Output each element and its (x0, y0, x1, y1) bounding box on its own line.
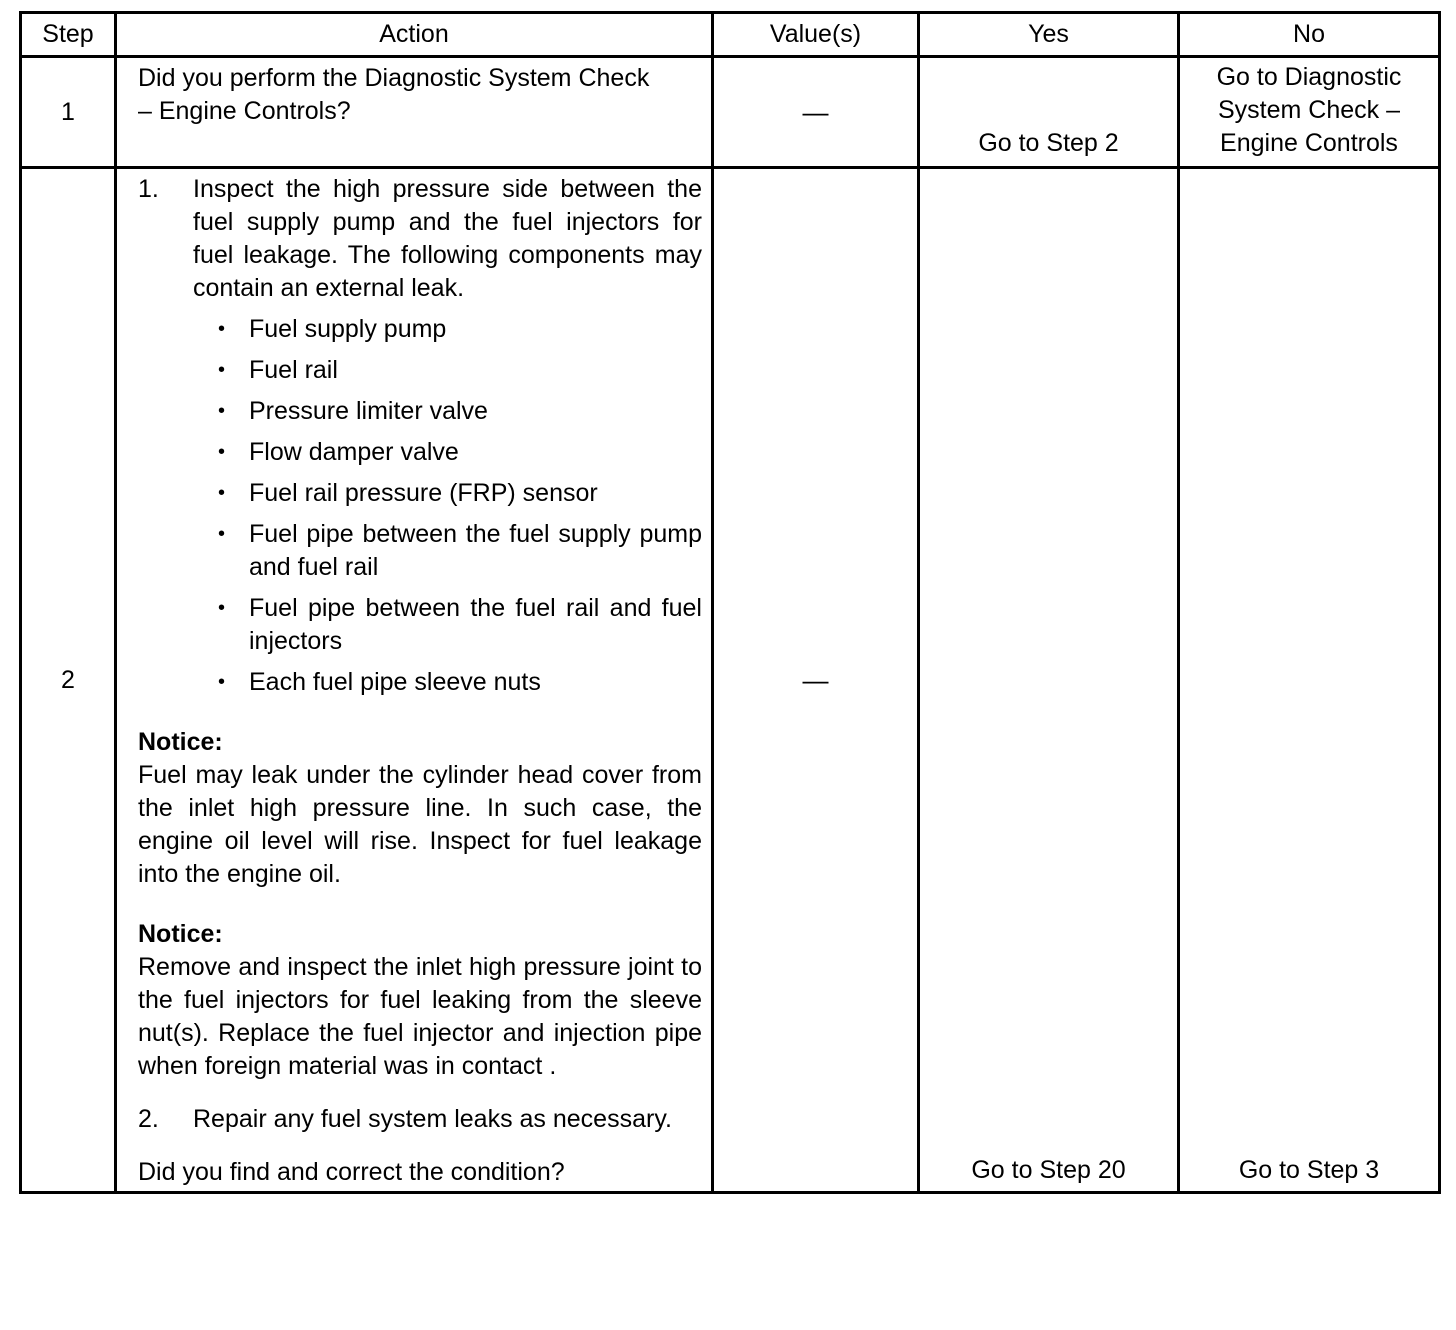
no-cell: Go to Step 3 (1179, 168, 1440, 1193)
list-item: • Fuel pipe between the fuel supply pump and fuel rail (218, 520, 702, 581)
list-item: • Flow damper valve (218, 436, 702, 469)
action-text-line: Did you perform the Diagnostic System Check (138, 64, 650, 92)
no-text-line: Go to Diagnostic (1216, 63, 1402, 91)
bullet-icon: • (218, 441, 226, 463)
bullet-icon: • (218, 671, 226, 693)
action-cell (116, 168, 713, 1193)
diagnostic-table (19, 11, 1441, 1194)
value-cell: — (713, 57, 919, 168)
question-text: Did you find and correct the condition? (138, 1158, 565, 1186)
item-number: 1. (138, 175, 159, 203)
header-step: Step (21, 13, 116, 57)
action-cell (116, 57, 713, 168)
table-header-row (21, 13, 1440, 57)
list-item: • Fuel rail (218, 354, 702, 387)
table-row-step-2 (21, 168, 1440, 1193)
yes-cell: Go to Step 2 (919, 57, 1179, 168)
bullet-icon: • (218, 400, 226, 422)
no-cell (1179, 57, 1440, 168)
notice-title: Notice: (138, 728, 223, 756)
list-item: • Each fuel pipe sleeve nuts (218, 666, 702, 699)
action-text-line: – Engine Controls? (138, 97, 351, 125)
notice-title: Notice: (138, 920, 223, 948)
header-values: Value(s) (713, 13, 919, 57)
header-no: No (1179, 13, 1440, 57)
list-item: • Fuel pipe between the fuel rail and fuel injectors (218, 594, 702, 655)
item-text: Repair any fuel system leaks as necessary. (193, 1105, 672, 1133)
list-item: • Pressure limiter valve (218, 395, 702, 428)
list-item: • Fuel supply pump (218, 313, 702, 346)
step-number: 1 (21, 57, 116, 168)
list-item: • Fuel rail pressure (FRP) sensor (218, 477, 702, 510)
bullet-icon: • (218, 597, 226, 619)
bullet-icon: • (218, 523, 226, 545)
item-number: 2. (138, 1105, 159, 1133)
no-text-line: Engine Controls (1220, 129, 1398, 157)
bullet-icon: • (218, 318, 226, 340)
numbered-item (138, 1103, 702, 1136)
header-yes: Yes (919, 13, 1179, 57)
item-text: Inspect the high pressure side between the fuel supply pump and the fuel injectors for fuel leakage. The following components may contain an external leak. (193, 175, 702, 302)
bullet-icon: • (218, 482, 226, 504)
numbered-item (138, 173, 702, 305)
notice-body: Fuel may leak under the cylinder head cover from the inlet high pressure line. In such case, the engine oil level will rise. Inspect for fuel leakage into the engine oil. (138, 761, 702, 888)
component-list (138, 313, 702, 699)
yes-cell: Go to Step 20 (919, 168, 1179, 1193)
notice-body: Remove and inspect the inlet high pressure joint to the fuel injectors for fuel leaking from the sleeve nut(s). Replace the fuel injector and injection pipe when foreign material was in contact . (138, 953, 702, 1080)
step-number: 2 (21, 168, 116, 1193)
header-action: Action (116, 13, 713, 57)
no-text-line: System Check – (1217, 96, 1400, 124)
bullet-icon: • (218, 359, 226, 381)
value-cell: — (713, 168, 919, 1193)
table-row-step-1 (21, 57, 1440, 168)
